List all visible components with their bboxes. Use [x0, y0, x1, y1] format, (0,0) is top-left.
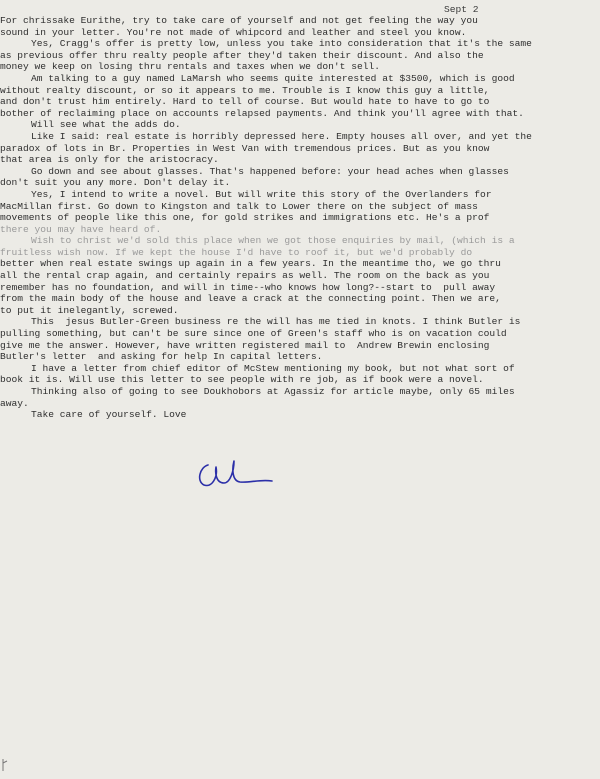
letter-body — [0, 15, 600, 421]
letter-line: MacMillan first. Go down to Kingston and talk to Lower there on the subject of mass — [0, 200, 478, 212]
letter-line: For chrissake Eurithe, try to take care of yourself and not get feeling the way you — [0, 15, 478, 26]
page-corner-mark — [2, 758, 8, 772]
letter-line: to put it inelegantly, screwed. — [0, 304, 179, 316]
letter-line: give me the answer. However, have written registered mail to Andrew Brewin enclosing — [0, 339, 490, 351]
letter-line: don't suit you any more. Don't delay it. — [0, 177, 231, 189]
letter-line: Thinking also of going to see Doukhobors at Agassiz for article maybe, only 65 miles — [31, 386, 515, 397]
letter-line: Yes, I intend to write a novel. But will write this story of the Overlanders for — [31, 188, 492, 200]
letter-line: bother of reclaiming place on accounts relapsed payments. And think you'll agree with that. — [0, 107, 524, 119]
letter-line: away. — [0, 397, 29, 409]
letter-line: fruitless wish now. If we kept the house I'd have to roof it, but we'd probably do — [0, 246, 473, 258]
letter-line: there you may have heard of. — [0, 223, 162, 235]
letter-line: pulling something, but can't be sure since one of Green's staff who is on vacation could — [0, 328, 507, 340]
letter-line: sound in your letter. You're not made of whipcord and leather and steel you know. — [0, 26, 467, 38]
letter-line: book it is. Will use this letter to see people with re job, as if book were a novel. — [0, 374, 484, 386]
letter-line: This jesus Butler-Green business re the will has me tied in knots. I think Butler is — [31, 316, 521, 328]
letter-line: better when real estate swings up again in a few years. In the meantime tho, we go thru — [0, 258, 501, 270]
letter-line: Am talking to a guy named LaMarsh who seems quite interested at $3500, which is good — [31, 72, 515, 84]
letter-line: Take care of yourself. Love — [31, 409, 187, 421]
letter-line: I have a letter from chief editor of McStew mentioning my book, but not what sort of — [31, 362, 515, 374]
letter-line: and don't trust him entirely. Hard to tell of course. But would hate to have to go to — [0, 96, 490, 108]
letter-line: money we keep on losing thru rentals and taxes when we don't sell. — [0, 61, 380, 73]
letter-date: Sept 2 — [444, 4, 479, 15]
letter-line: from the main body of the house and leave a crack at the connecting point. Then we are, — [0, 293, 501, 305]
letter-line: Go down and see about glasses. That's happened before: your head aches when glasses — [31, 165, 509, 177]
letter-line: Yes, Cragg's offer is pretty low, unless you take into consideration that it's the same — [31, 38, 532, 50]
letter-line: that area is only for the aristocracy. — [0, 154, 219, 166]
letter-line: movements of people like this one, for gold strikes and immigrations etc. He's a prof — [0, 212, 490, 224]
letter-line: without realty discount, or so it appears to me. Trouble is I know this guy a little, — [0, 84, 490, 96]
letter-line: paradox of lots in Br. Properties in West Van with tremendous prices. But as you know — [0, 142, 490, 154]
letter-line: as previous offer thru realty people after they'd taken their discount. And also the — [0, 49, 484, 61]
letter-line: Will see what the adds do. — [31, 119, 181, 131]
letter-line: Wish to christ we'd sold this place when we got those enquiries by mail, (which is a — [31, 235, 515, 247]
letter-line: remember has no foundation, and will in time--who knows how long?--start to pull away — [0, 281, 496, 293]
letter-line: all the rental crap again, and certainly repairs as well. The room on the back as you — [0, 270, 490, 282]
letter-line: Butler's letter and asking for help In capital letters. — [0, 351, 323, 363]
handwritten-signature — [194, 455, 274, 495]
letter-line: Like I said: real estate is horribly depressed here. Empty houses all over, and yet the — [31, 130, 532, 142]
